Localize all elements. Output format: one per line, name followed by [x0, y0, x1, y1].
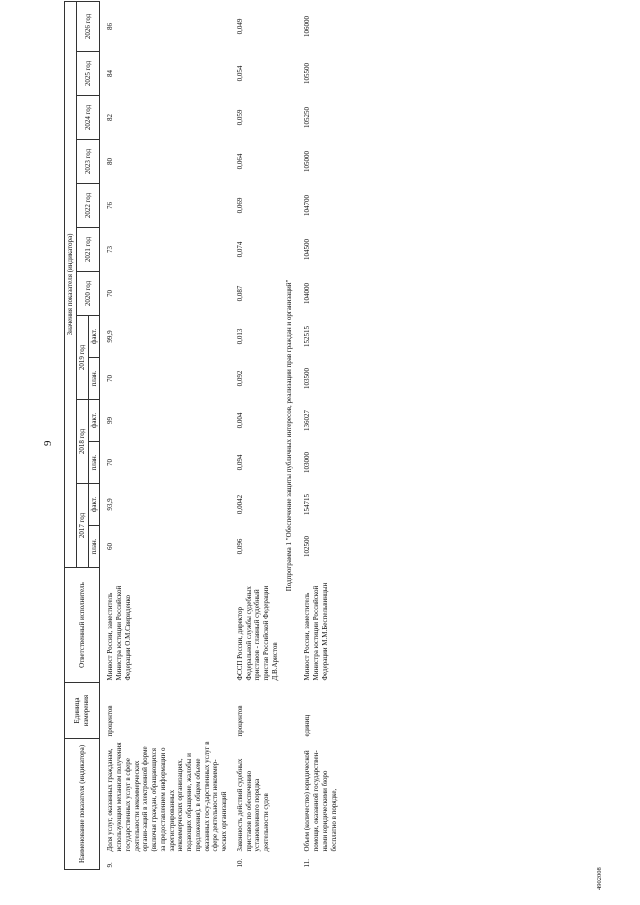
rotated-table-container — [64, 10, 604, 870]
value-2022: 0,069 — [235, 197, 244, 214]
page-number: 9 — [42, 440, 54, 446]
header-year-2022: 2022 год — [76, 184, 100, 228]
indicator-name: Доля услуг, оказанных гражданам, использующим механизм получения государственных услуг в сфере деятельности некоммерческих органи-заций в электронной форме (включая граждан, обращающихся за предоставлением информации о зарегистрированных некоммерческих организациях, подающих обращение, жалобы и предложения), в общем объеме оказанных госу-дарственных услуг в сфере деятельности некоммер-ческих организаций — [106, 741, 228, 852]
header-fact-2017: факт. — [88, 484, 100, 526]
value-2020: 104000 — [303, 283, 312, 304]
value-2019-plan: 0,092 — [235, 370, 244, 387]
value-2024: 0,059 — [235, 109, 244, 126]
value-2017-fact: 0,0042 — [235, 494, 244, 515]
value-2018-fact: 136027 — [303, 410, 312, 431]
value-2021: 0,074 — [235, 241, 244, 258]
header-plan-2017: план. — [88, 526, 100, 568]
value-2018-plan: 103000 — [303, 452, 312, 473]
value-2020: 0,087 — [235, 285, 244, 302]
value-2025: 84 — [106, 70, 115, 77]
header-year-2025: 2025 год — [76, 52, 100, 96]
unit-cell: процентов — [235, 705, 244, 737]
row-number: 11. — [303, 859, 312, 868]
table-row — [297, 1, 339, 869]
table-header — [65, 1, 100, 869]
header-indicator-name: Наименование показателя (индикатора) — [65, 739, 100, 870]
indicator-name: Законность действий судебных приставов по обеспечению установленного порядка деятельности судов — [235, 758, 270, 852]
indicator-name: Объем (количество) юридической помощи, оказанной государствен-ными юридическими бюро бесплатно в порядке, — [303, 750, 338, 852]
header-plan-2019: план. — [88, 358, 100, 400]
responsible-cell: Минюст России, заместитель Министра юстиции Российской Федерации М.М.Беспельвинцын — [303, 582, 329, 681]
header-responsible: Ответственный исполнитель — [65, 568, 100, 683]
value-2023: 0,064 — [235, 153, 244, 170]
value-2020: 70 — [106, 290, 115, 297]
value-2017-plan: 0,096 — [235, 538, 244, 555]
value-2018-plan: 70 — [106, 459, 115, 466]
row-number: 9. — [106, 862, 115, 868]
header-year-2024: 2024 год — [76, 96, 100, 140]
header-plan-2018: план. — [88, 442, 100, 484]
table-body — [100, 1, 340, 869]
value-2026: 86 — [106, 22, 115, 30]
value-2021: 73 — [106, 246, 115, 253]
value-2025: 0,054 — [235, 65, 244, 82]
header-year-2019: 2019 год — [76, 316, 88, 400]
value-2025: 105500 — [303, 63, 312, 84]
header-fact-2019: факт. — [88, 316, 100, 358]
header-year-2021: 2021 год — [76, 228, 100, 272]
value-2023: 80 — [106, 158, 115, 165]
value-2018-fact: 0,004 — [235, 412, 244, 429]
header-year-2020: 2020 год — [76, 272, 100, 316]
value-2026: 0,049 — [235, 18, 244, 35]
header-values-group: Значения показателя (индикатора) — [65, 1, 77, 567]
header-year-2023: 2023 год — [76, 140, 100, 184]
value-2021: 104500 — [303, 239, 312, 260]
value-2018-fact: 99 — [106, 417, 115, 424]
row-number: 10. — [235, 858, 244, 868]
header-year-2018: 2018 год — [76, 400, 88, 484]
value-2022: 76 — [106, 202, 115, 209]
value-2017-plan: 102500 — [303, 536, 312, 557]
responsible-cell: ФССП России, директор Федеральной службы судебных приставов - главный судебный пристав Российской Федерации Д.В.Аристов — [235, 585, 279, 681]
header-year-2017: 2017 год — [76, 484, 88, 568]
value-2024: 82 — [106, 114, 115, 121]
table-row — [230, 1, 281, 869]
indicators-table — [64, 1, 339, 870]
value-2019-plan: 103500 — [303, 368, 312, 389]
unit-cell: процентов — [106, 705, 115, 737]
value-2022: 104700 — [303, 195, 312, 216]
value-2024: 105250 — [303, 107, 312, 128]
value-2017-plan: 60 — [106, 543, 115, 550]
responsible-cell: Минюст России, заместитель Министра юстиции Российской Федерации О.М.Свириденко — [106, 585, 132, 681]
subprogram-row — [281, 1, 298, 869]
unit-cell: единиц — [303, 714, 312, 737]
header-year-2026: 2026 год — [76, 1, 100, 51]
value-2019-fact: 152515 — [303, 326, 312, 347]
value-2017-fact: 154715 — [303, 494, 312, 515]
value-2017-fact: 93,9 — [106, 498, 115, 511]
value-2019-plan: 70 — [106, 375, 115, 382]
value-2019-fact: 99,9 — [106, 330, 115, 343]
subprogram-title: Подпрограмма 1 "Обеспечение защиты публичных интересов, реализации прав граждан и организаций" — [284, 279, 293, 592]
value-2019-fact: 0,013 — [235, 328, 244, 345]
value-2018-plan: 0,094 — [235, 454, 244, 471]
value-2023: 105000 — [303, 151, 312, 172]
document-code: 4902008 — [596, 867, 603, 890]
header-unit: Единица измерения — [65, 683, 100, 739]
table-row — [100, 1, 230, 869]
value-2026: 106000 — [303, 15, 312, 37]
header-fact-2018: факт. — [88, 400, 100, 442]
